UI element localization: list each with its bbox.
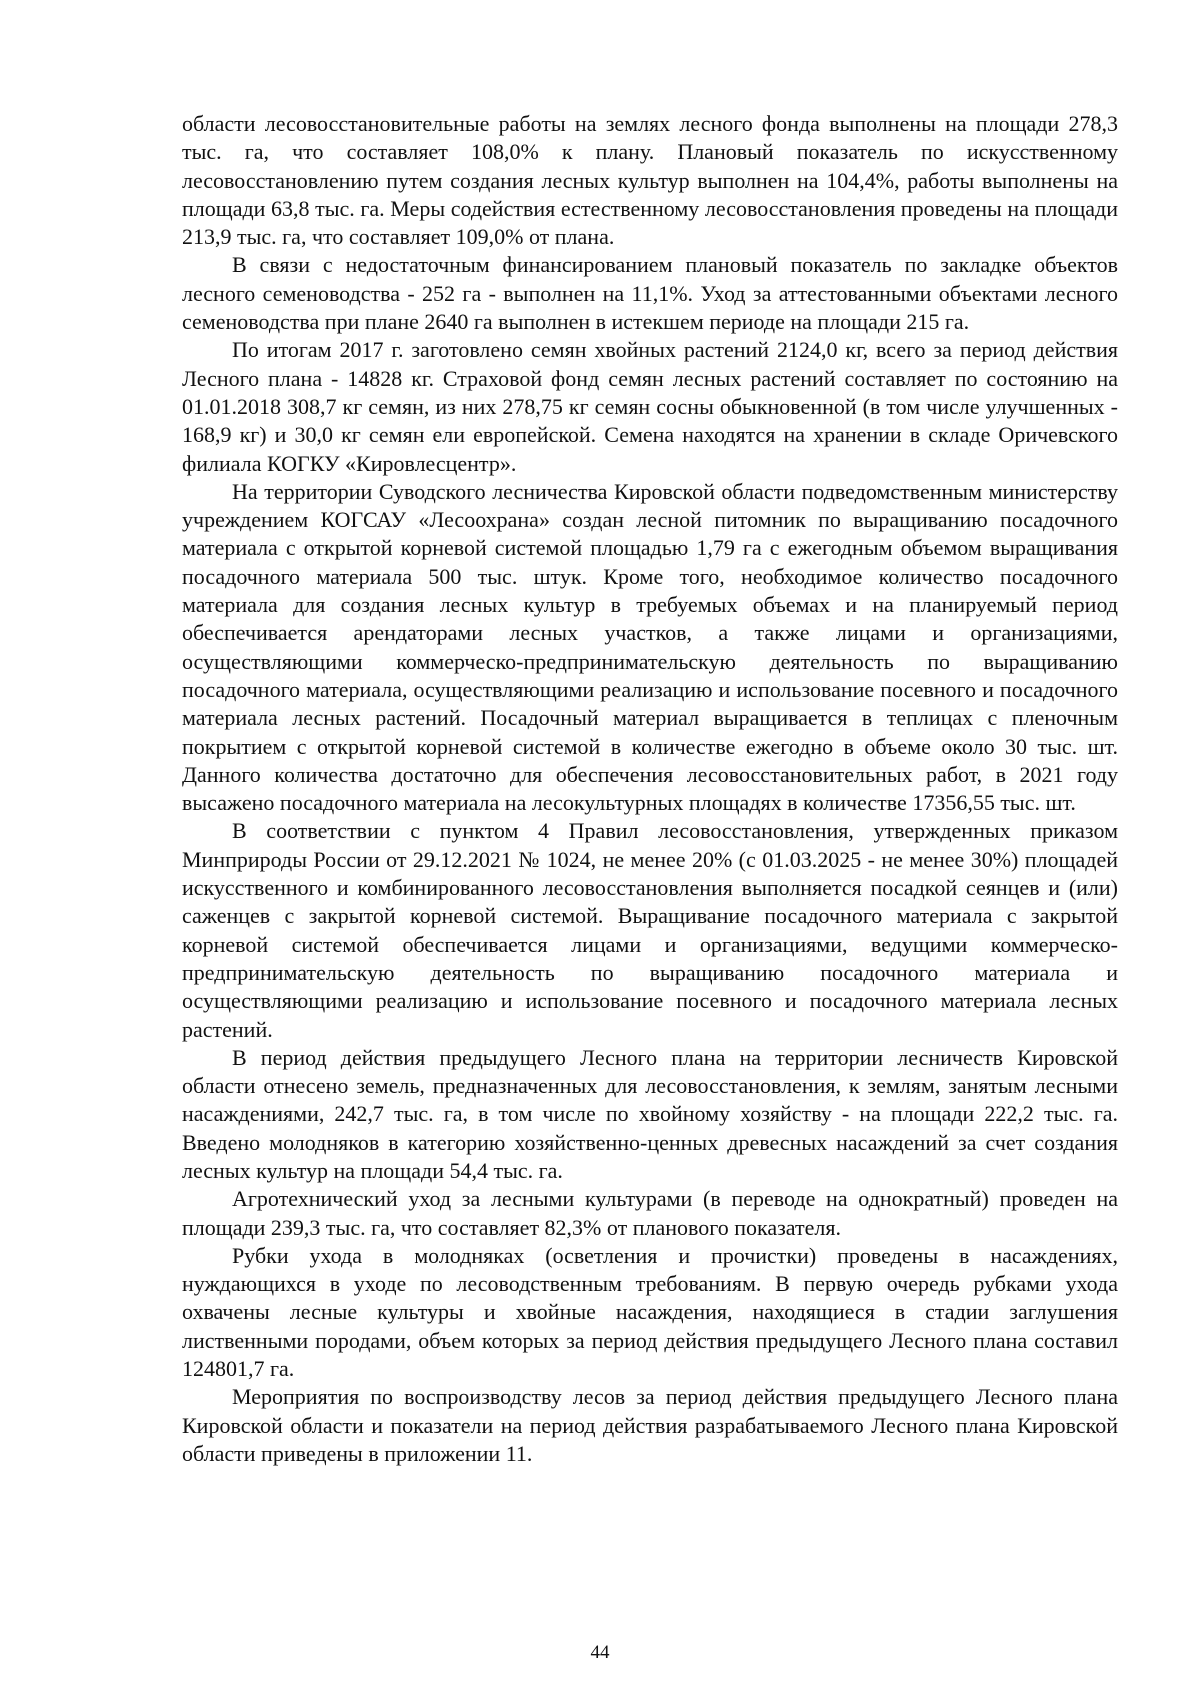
- paragraph-agrotechnical-care: Агротехнический уход за лесными культурами (в переводе на однократный) проведен на площади 239,3 тыс. га, что составляет 82,3% от планового показателя.: [182, 1186, 1118, 1240]
- paragraph-land-classification: В период действия предыдущего Лесного плана на территории лесничеств Кировской области отнесено земель, предназначенных для лесовосстановления, к землям, занятым лесными насаждениями, 242,7 тыс. га, в том числе по хвойному хозяйству - на площади 222,2 тыс. га. Введено молодняков в категорию хозяйственно-ценных древесных насаждений за счет создания лесных культур на площади 54,4 тыс. га.: [182, 1044, 1118, 1183]
- paragraph-closed-root-seedlings: В соответствии с пунктом 4 Правил лесовосстановления, утвержденных приказом Минприроды России от 29.12.2021 № 1024, не менее 20% (с 01.03.2025 - не менее 30%) площадей искусственного и комбинированного лесовосстановления выполняется посадкой сеянцев и (или) саженцев с закрытой корневой системой. Выращивание посадочного материала с закрытой корневой системой обеспечивается лицами и организациями, ведущими коммерческо-предпринимательскую деятельность по выращиванию посадочного материала и осуществляющими реализацию и использование посевного и посадочного материала лесных растений.: [182, 818, 1118, 1042]
- paragraph-appendix-reference: Мероприятия по воспроизводству лесов за период действия предыдущего Лесного плана Кировской области и показатели на период действия разрабатываемого Лесного плана Кировской области приведены в приложении 11.: [182, 1384, 1118, 1466]
- paragraph-seed-harvest: По итогам 2017 г. заготовлено семян хвойных растений 2124,0 кг, всего за период действия Лесного плана - 14828 кг. Страховой фонд семян лесных растений составляет по состоянию на 01.01.2018 308,7 кг семян, из них 278,75 кг семян сосны обыкновенной (в том числе улучшенных - 168,9 кг) и 30,0 кг семян ели европейской. Семена находятся на хранении в складе Оричевского филиала КОГКУ «Кировлесцентр».: [182, 337, 1118, 476]
- paragraph-thinning: Рубки ухода в молодняках (осветления и прочистки) проведены в насаждениях, нуждающихся в уходе по лесоводственным требованиям. В первую очередь рубками ухода охвачены лесные культуры и хвойные насаждения, находящиеся в стадии заглушения лиственными породами, объем которых за период действия предыдущего Лесного плана составил 124801,7 га.: [182, 1242, 1118, 1382]
- paragraph-reforestation-results: области лесовосстановительные работы на землях лесного фонда выполнены на площади 278,3 тыс. га, что составляет 108,0% к плану. Плановый показатель по искусственному лесовосстановлению путем создания лесных культур выполнен на 104,4%, работы выполнены на площади 63,8 тыс. га. Меры содействия естественному лесовосстановления проведены на площади 213,9 тыс. га, что составляет 109,0% от плана.: [182, 111, 1118, 250]
- document-body: [182, 110, 1118, 1468]
- paragraph-seed-production-objects: В связи с недостаточным финансированием плановый показатель по закладке объектов лесного семеноводства - 252 га - выполнен на 11,1%. Уход за аттестованными объектами лесного семеноводства при плане 2640 га выполнен в истекшем периоде на площади 215 га.: [182, 252, 1118, 335]
- page-number: 44: [590, 1642, 610, 1663]
- paragraph-forest-nursery: На территории Суводского лесничества Кировской области подведомственным министерству учреждением КОГСАУ «Лесоохрана» создан лесной питомник по выращиванию посадочного материала с открытой корневой системой площадью 1,79 га с ежегодным объемом выращивания посадочного материала 500 тыс. штук. Кроме того, необходимое количество посадочного материала для создания лесных культур в требуемых объемах и на планируемый период обеспечивается арендаторами лесных участков, а также лицами и организациями, осуществляющими коммерческо-предпринимательскую деятельность по выращиванию посадочного материала, осуществляющими реализацию и использование посевного и посадочного материала лесных растений. Посадочный материал выращивается в теплицах с пленочным покрытием с открытой корневой системой в количестве ежегодно в объеме около 30 тыс. шт. Данного количества достаточно для обеспечения лесовосстановительных работ, в 2021 году высажено посадочного материала на лесокультурных площадях в количестве 17356,55 тыс. шт.: [182, 478, 1118, 816]
